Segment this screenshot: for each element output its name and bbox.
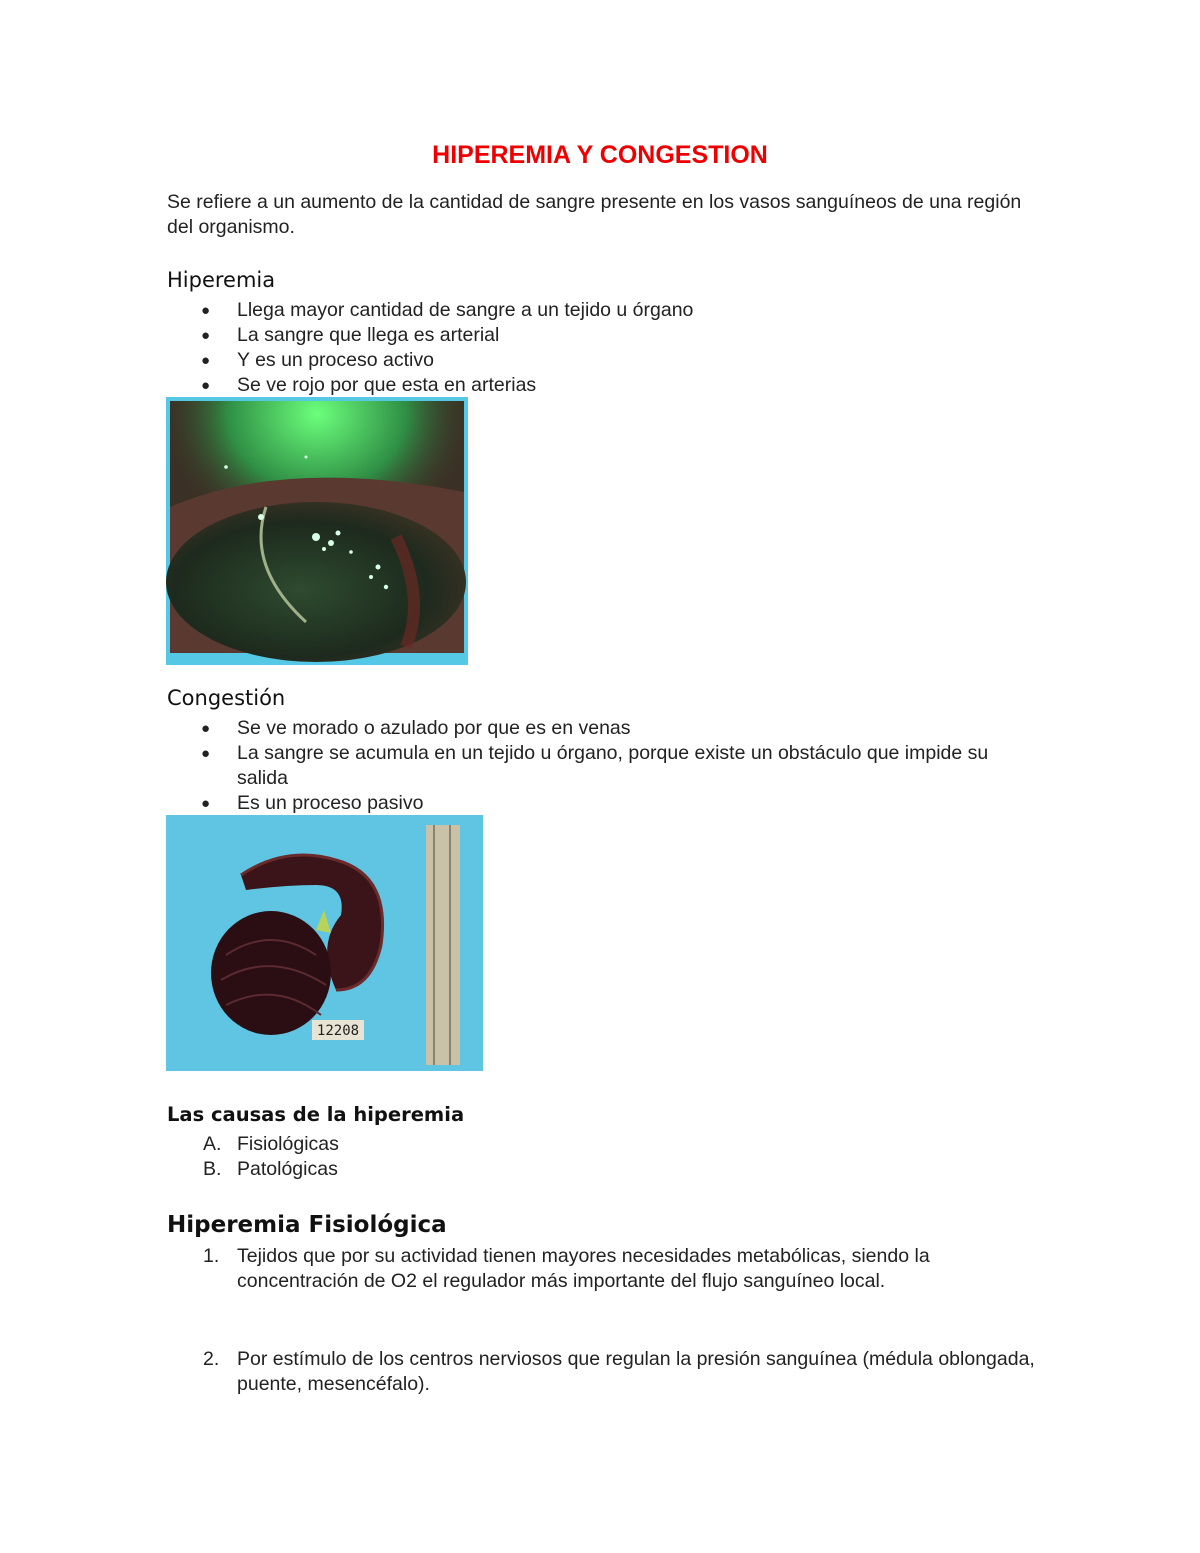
list-item: 2. Por estímulo de los centros nerviosos que regulan la presión sanguínea (médula oblongada, puente, mesencéfalo).	[203, 1348, 1035, 1395]
bullet-icon: ●	[201, 377, 211, 394]
bullet-icon: ●	[201, 720, 211, 737]
bullet-icon: ●	[201, 795, 211, 812]
organ-photo	[166, 815, 483, 1071]
list-item: ● Se ve rojo por que esta en arterias	[201, 374, 537, 396]
eye-photo	[166, 397, 468, 665]
list-item: ● La sangre se acumula en un tejido u órgano, porque existe un obstáculo que impide su salida	[201, 742, 989, 789]
fisiologica-heading: Hiperemia Fisiológica	[167, 1212, 447, 1238]
fisiologica-list-2	[167, 1347, 1037, 1397]
intro-paragraph: Se refiere a un aumento de la cantidad de sangre presente en los vasos sanguíneos de una región del organismo.	[167, 191, 1022, 238]
bullet-icon: ●	[201, 327, 211, 344]
bullet-icon: ●	[201, 302, 211, 319]
hiperemia-heading: Hiperemia	[167, 268, 276, 292]
document-title: HIPEREMIA Y CONGESTION	[432, 141, 768, 169]
bullet-icon: ●	[201, 352, 211, 369]
hiperemia-list	[167, 298, 1037, 398]
fisiologica-list-1	[167, 1244, 1037, 1294]
list-item: A. Fisiológicas	[203, 1133, 339, 1155]
bullet-icon: ●	[201, 745, 211, 762]
list-item: ● La sangre que llega es arterial	[201, 324, 500, 346]
causas-list	[167, 1132, 1037, 1182]
list-item: ● Y es un proceso activo	[201, 349, 434, 371]
list-item: B. Patológicas	[203, 1158, 338, 1180]
list-item: 1. Tejidos que por su actividad tienen mayores necesidades metabólicas, siendo la concentración de O2 el regulador más importante del flujo sanguíneo local.	[203, 1245, 930, 1292]
congestion-list	[167, 716, 1037, 816]
list-item: ● Se ve morado o azulado por que es en venas	[201, 717, 631, 739]
list-item: ● Llega mayor cantidad de sangre a un tejido u órgano	[201, 299, 694, 321]
congestion-heading: Congestión	[167, 686, 286, 710]
specimen-label: 12208	[316, 1023, 360, 1039]
list-item: ● Es un proceso pasivo	[201, 792, 424, 814]
causas-heading: Las causas de la hiperemia	[167, 1103, 465, 1126]
